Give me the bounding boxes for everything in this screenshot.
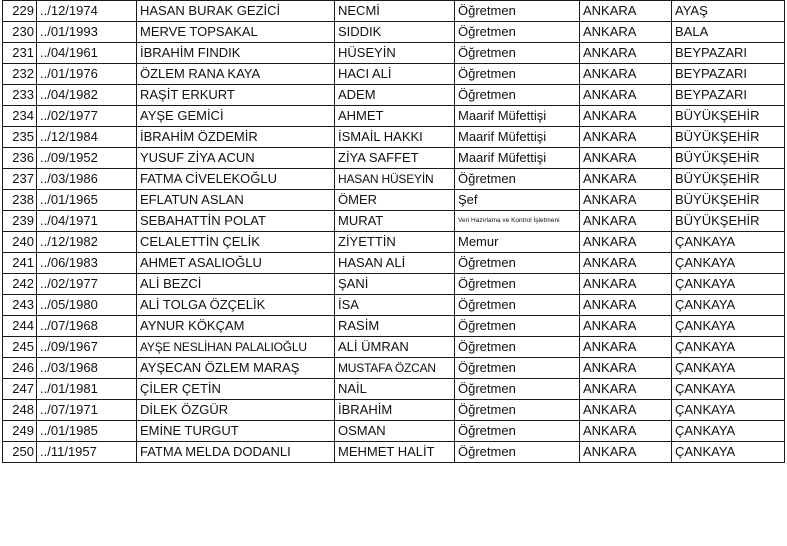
- father-name-cell: NECMİ: [335, 1, 455, 22]
- table-row: [3, 442, 785, 463]
- father-name-cell: ADEM: [335, 85, 455, 106]
- birth-date-cell: ../06/1983: [37, 253, 137, 274]
- father-name-cell: HACI ALİ: [335, 64, 455, 85]
- job-title-cell: Öğretmen: [455, 22, 580, 43]
- row-number-cell: 242: [3, 274, 37, 295]
- job-title-cell: Öğretmen: [455, 379, 580, 400]
- table-row: [3, 85, 785, 106]
- table-row: [3, 190, 785, 211]
- district-cell: BÜYÜKŞEHİR: [672, 169, 785, 190]
- row-number-cell: 243: [3, 295, 37, 316]
- father-name-cell: ÖMER: [335, 190, 455, 211]
- job-title-cell: Öğretmen: [455, 169, 580, 190]
- birth-date-cell: ../09/1952: [37, 148, 137, 169]
- full-name-cell: İBRAHİM FINDIK: [137, 43, 335, 64]
- job-title-cell: Öğretmen: [455, 316, 580, 337]
- job-title-cell: Öğretmen: [455, 64, 580, 85]
- full-name-cell: AHMET ASALIOĞLU: [137, 253, 335, 274]
- father-name-cell: HASAN HÜSEYİN: [335, 169, 455, 190]
- city-cell: ANKARA: [580, 169, 672, 190]
- table-row: [3, 358, 785, 379]
- city-cell: ANKARA: [580, 85, 672, 106]
- full-name-cell: SEBAHATTİN POLAT: [137, 211, 335, 232]
- table-row: [3, 127, 785, 148]
- district-cell: BEYPAZARI: [672, 85, 785, 106]
- district-cell: ÇANKAYA: [672, 337, 785, 358]
- district-cell: ÇANKAYA: [672, 442, 785, 463]
- district-cell: ÇANKAYA: [672, 274, 785, 295]
- father-name-cell: ZİYETTİN: [335, 232, 455, 253]
- row-number-cell: 246: [3, 358, 37, 379]
- full-name-cell: ALİ BEZCİ: [137, 274, 335, 295]
- full-name-cell: AYNUR KÖKÇAM: [137, 316, 335, 337]
- job-title-cell: Öğretmen: [455, 43, 580, 64]
- job-title-cell: Öğretmen: [455, 400, 580, 421]
- document-sheet: [2, 0, 784, 463]
- row-number-cell: 229: [3, 1, 37, 22]
- birth-date-cell: ../01/1981: [37, 379, 137, 400]
- father-name-cell: ŞANİ: [335, 274, 455, 295]
- city-cell: ANKARA: [580, 442, 672, 463]
- city-cell: ANKARA: [580, 106, 672, 127]
- district-cell: BÜYÜKŞEHİR: [672, 148, 785, 169]
- city-cell: ANKARA: [580, 211, 672, 232]
- father-name-cell: RASİM: [335, 316, 455, 337]
- father-name-cell: İSMAİL HAKKI: [335, 127, 455, 148]
- job-title-cell: Maarif Müfettişi: [455, 148, 580, 169]
- birth-date-cell: ../01/1976: [37, 64, 137, 85]
- city-cell: ANKARA: [580, 337, 672, 358]
- row-number-cell: 248: [3, 400, 37, 421]
- job-title-cell: Şef: [455, 190, 580, 211]
- full-name-cell: CELALETTİN ÇELİK: [137, 232, 335, 253]
- table-row: [3, 1, 785, 22]
- birth-date-cell: ../09/1967: [37, 337, 137, 358]
- row-number-cell: 239: [3, 211, 37, 232]
- full-name-cell: MERVE TOPSAKAL: [137, 22, 335, 43]
- district-cell: BÜYÜKŞEHİR: [672, 211, 785, 232]
- row-number-cell: 238: [3, 190, 37, 211]
- row-number-cell: 237: [3, 169, 37, 190]
- job-title-cell: Memur: [455, 232, 580, 253]
- table-row: [3, 400, 785, 421]
- row-number-cell: 230: [3, 22, 37, 43]
- district-cell: BÜYÜKŞEHİR: [672, 106, 785, 127]
- district-cell: BALA: [672, 22, 785, 43]
- birth-date-cell: ../04/1961: [37, 43, 137, 64]
- birth-date-cell: ../04/1982: [37, 85, 137, 106]
- birth-date-cell: ../02/1977: [37, 106, 137, 127]
- job-title-cell: Öğretmen: [455, 421, 580, 442]
- father-name-cell: MUSTAFA ÖZCAN: [335, 358, 455, 379]
- table-row: [3, 22, 785, 43]
- row-number-cell: 244: [3, 316, 37, 337]
- full-name-cell: AYŞE NESLİHAN PALALIOĞLU: [137, 337, 335, 358]
- birth-date-cell: ../03/1986: [37, 169, 137, 190]
- job-title-cell: Öğretmen: [455, 295, 580, 316]
- father-name-cell: SIDDIK: [335, 22, 455, 43]
- full-name-cell: ALİ TOLGA ÖZÇELİK: [137, 295, 335, 316]
- full-name-cell: RAŞİT ERKURT: [137, 85, 335, 106]
- father-name-cell: MURAT: [335, 211, 455, 232]
- district-cell: BEYPAZARI: [672, 64, 785, 85]
- row-number-cell: 236: [3, 148, 37, 169]
- birth-date-cell: ../04/1971: [37, 211, 137, 232]
- father-name-cell: MEHMET HALİT: [335, 442, 455, 463]
- city-cell: ANKARA: [580, 253, 672, 274]
- full-name-cell: FATMA MELDA DODANLI: [137, 442, 335, 463]
- row-number-cell: 249: [3, 421, 37, 442]
- table-row: [3, 337, 785, 358]
- full-name-cell: AYŞE GEMİCİ: [137, 106, 335, 127]
- job-title-cell: Veri Hazırlama ve Kontrol İşletmeni: [455, 211, 580, 232]
- table-row: [3, 106, 785, 127]
- job-title-cell: Öğretmen: [455, 253, 580, 274]
- birth-date-cell: ../12/1982: [37, 232, 137, 253]
- full-name-cell: ÖZLEM RANA KAYA: [137, 64, 335, 85]
- district-cell: ÇANKAYA: [672, 232, 785, 253]
- district-cell: BÜYÜKŞEHİR: [672, 190, 785, 211]
- row-number-cell: 241: [3, 253, 37, 274]
- birth-date-cell: ../01/1965: [37, 190, 137, 211]
- district-cell: ÇANKAYA: [672, 379, 785, 400]
- city-cell: ANKARA: [580, 22, 672, 43]
- birth-date-cell: ../03/1968: [37, 358, 137, 379]
- job-title-cell: Öğretmen: [455, 358, 580, 379]
- full-name-cell: ÇİLER ÇETİN: [137, 379, 335, 400]
- table-row: [3, 43, 785, 64]
- job-title-cell: Öğretmen: [455, 274, 580, 295]
- district-cell: BEYPAZARI: [672, 43, 785, 64]
- city-cell: ANKARA: [580, 421, 672, 442]
- birth-date-cell: ../01/1985: [37, 421, 137, 442]
- birth-date-cell: ../07/1971: [37, 400, 137, 421]
- full-name-cell: AYŞECAN ÖZLEM MARAŞ: [137, 358, 335, 379]
- city-cell: ANKARA: [580, 379, 672, 400]
- row-number-cell: 250: [3, 442, 37, 463]
- father-name-cell: AHMET: [335, 106, 455, 127]
- city-cell: ANKARA: [580, 43, 672, 64]
- city-cell: ANKARA: [580, 274, 672, 295]
- full-name-cell: DİLEK ÖZGÜR: [137, 400, 335, 421]
- full-name-cell: HASAN BURAK GEZİCİ: [137, 1, 335, 22]
- row-number-cell: 233: [3, 85, 37, 106]
- father-name-cell: HÜSEYİN: [335, 43, 455, 64]
- job-title-cell: Öğretmen: [455, 337, 580, 358]
- table-row: [3, 274, 785, 295]
- birth-date-cell: ../12/1974: [37, 1, 137, 22]
- row-number-cell: 245: [3, 337, 37, 358]
- city-cell: ANKARA: [580, 358, 672, 379]
- full-name-cell: İBRAHİM ÖZDEMİR: [137, 127, 335, 148]
- row-number-cell: 235: [3, 127, 37, 148]
- row-number-cell: 232: [3, 64, 37, 85]
- father-name-cell: OSMAN: [335, 421, 455, 442]
- table-body: [3, 1, 785, 463]
- city-cell: ANKARA: [580, 316, 672, 337]
- city-cell: ANKARA: [580, 400, 672, 421]
- job-title-cell: Öğretmen: [455, 442, 580, 463]
- district-cell: ÇANKAYA: [672, 421, 785, 442]
- district-cell: ÇANKAYA: [672, 295, 785, 316]
- table-row: [3, 211, 785, 232]
- father-name-cell: İBRAHİM: [335, 400, 455, 421]
- district-cell: BÜYÜKŞEHİR: [672, 127, 785, 148]
- table-row: [3, 64, 785, 85]
- district-cell: ÇANKAYA: [672, 400, 785, 421]
- birth-date-cell: ../02/1977: [37, 274, 137, 295]
- table-row: [3, 421, 785, 442]
- city-cell: ANKARA: [580, 1, 672, 22]
- birth-date-cell: ../05/1980: [37, 295, 137, 316]
- full-name-cell: FATMA CİVELEKOĞLU: [137, 169, 335, 190]
- city-cell: ANKARA: [580, 190, 672, 211]
- table-row: [3, 253, 785, 274]
- city-cell: ANKARA: [580, 127, 672, 148]
- district-cell: AYAŞ: [672, 1, 785, 22]
- father-name-cell: ZİYA SAFFET: [335, 148, 455, 169]
- birth-date-cell: ../07/1968: [37, 316, 137, 337]
- city-cell: ANKARA: [580, 295, 672, 316]
- district-cell: ÇANKAYA: [672, 316, 785, 337]
- table-row: [3, 148, 785, 169]
- full-name-cell: EMİNE TURGUT: [137, 421, 335, 442]
- full-name-cell: YUSUF ZİYA ACUN: [137, 148, 335, 169]
- father-name-cell: İSA: [335, 295, 455, 316]
- row-number-cell: 247: [3, 379, 37, 400]
- job-title-cell: Öğretmen: [455, 85, 580, 106]
- job-title-cell: Maarif Müfettişi: [455, 106, 580, 127]
- birth-date-cell: ../11/1957: [37, 442, 137, 463]
- table-row: [3, 169, 785, 190]
- full-name-cell: EFLATUN ASLAN: [137, 190, 335, 211]
- table-row: [3, 295, 785, 316]
- district-cell: ÇANKAYA: [672, 253, 785, 274]
- father-name-cell: NAİL: [335, 379, 455, 400]
- birth-date-cell: ../12/1984: [37, 127, 137, 148]
- father-name-cell: HASAN ALİ: [335, 253, 455, 274]
- birth-date-cell: ../01/1993: [37, 22, 137, 43]
- city-cell: ANKARA: [580, 148, 672, 169]
- city-cell: ANKARA: [580, 232, 672, 253]
- row-number-cell: 240: [3, 232, 37, 253]
- row-number-cell: 231: [3, 43, 37, 64]
- district-cell: ÇANKAYA: [672, 358, 785, 379]
- job-title-cell: Öğretmen: [455, 1, 580, 22]
- row-number-cell: 234: [3, 106, 37, 127]
- personnel-table: [2, 0, 785, 463]
- table-row: [3, 232, 785, 253]
- table-row: [3, 379, 785, 400]
- father-name-cell: ALİ ÜMRAN: [335, 337, 455, 358]
- job-title-cell: Maarif Müfettişi: [455, 127, 580, 148]
- city-cell: ANKARA: [580, 64, 672, 85]
- table-row: [3, 316, 785, 337]
